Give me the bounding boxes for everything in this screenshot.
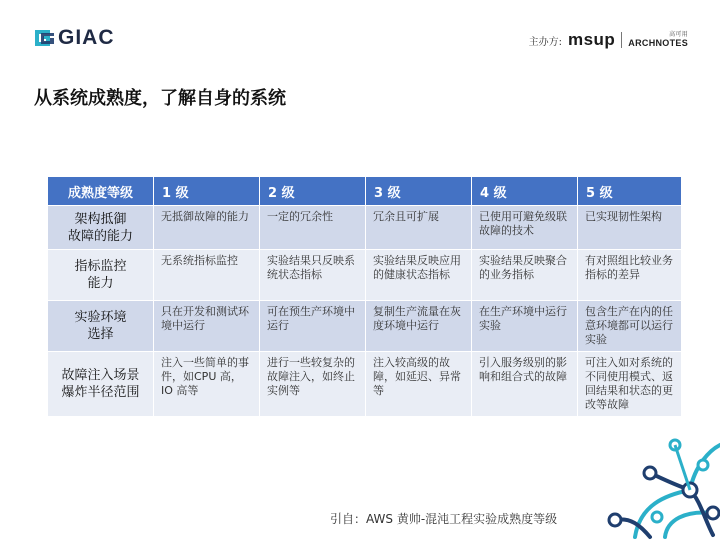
table-cell: 有对照组比较业务指标的差异 (578, 250, 682, 301)
page-title: 从系统成熟度，了解自身的系统 (34, 88, 286, 109)
row-header-line: 实验环境 (74, 310, 127, 325)
archnotes-logo-small: 高可用 (669, 32, 688, 38)
table-cell: 注入一些简单的事件，如CPU 高，IO 高等 (154, 352, 260, 417)
table-cell: 在生产环境中运行实验 (472, 301, 578, 352)
row-header-line: 指标监控 (74, 259, 127, 274)
column-header: 成熟度等级 (48, 177, 154, 206)
table-cell: 进行一些较复杂的故障注入，如终止实例等 (260, 352, 366, 417)
table-cell: 冗余且可扩展 (366, 206, 472, 250)
table-cell: 包含生产在内的任意环境都可以运行实验 (578, 301, 682, 352)
table-cell: 注入较高级的故障，如延迟、异常等 (366, 352, 472, 417)
column-header: 5 级 (578, 177, 682, 206)
table-cell: 无系统指标监控 (154, 250, 260, 301)
table-row (48, 206, 682, 250)
row-header (48, 352, 154, 417)
table-cell: 已使用可避免级联故障的技术 (472, 206, 578, 250)
row-header-line: 选择 (87, 327, 114, 342)
row-header (48, 206, 154, 250)
table-row (48, 250, 682, 301)
sponsor-area (529, 28, 688, 52)
sponsor-divider (621, 32, 622, 48)
table-cell: 实验结果只反映系统状态指标 (260, 250, 366, 301)
table-cell: 已实现韧性架构 (578, 206, 682, 250)
msup-logo: msup (567, 30, 616, 49)
sponsor-label: 主办方: (528, 36, 562, 48)
network-decoration-icon (595, 425, 720, 540)
table-cell: 实验结果反映应用的健康状态指标 (366, 250, 472, 301)
column-header: 4 级 (472, 177, 578, 206)
column-header: 3 级 (366, 177, 472, 206)
archnotes-logo-text: ARCHNOTES (628, 38, 688, 48)
row-header-line: 架构抵御 (74, 211, 127, 227)
table-cell: 可在预生产环境中运行 (260, 301, 366, 352)
table-row (48, 352, 682, 417)
table-row (48, 301, 682, 352)
maturity-table (47, 176, 682, 417)
table-cell: 只在开发和测试环境中运行 (154, 301, 260, 352)
row-header-line: 故障注入场景 (61, 368, 140, 383)
row-header (48, 301, 154, 352)
table-cell: 引入服务级别的影响和组合式的故障 (472, 352, 578, 417)
archnotes-logo (628, 32, 688, 48)
table-cell: 实验结果反映聚合的业务指标 (472, 250, 578, 301)
table-header-row (48, 177, 682, 206)
table-cell: 复制生产流量在灰度环境中运行 (366, 301, 472, 352)
table-cell: 无抵御故障的能力 (154, 206, 260, 250)
giac-logo-text: GIAC (58, 26, 115, 49)
citation-text: 引自：AWS 黄帅-混沌工程实验成熟度等级 (330, 512, 558, 526)
row-header-line: 故障的能力 (67, 228, 133, 244)
row-header (48, 250, 154, 301)
table-cell: 可注入如对系统的不同使用模式、返回结果和状态的更改等故障 (578, 352, 682, 417)
column-header: 1 级 (154, 177, 260, 206)
column-header: 2 级 (260, 177, 366, 206)
row-header-line: 爆炸半径范围 (61, 385, 140, 400)
row-header-line: 能力 (87, 276, 114, 291)
table-cell: 一定的冗余性 (260, 206, 366, 250)
